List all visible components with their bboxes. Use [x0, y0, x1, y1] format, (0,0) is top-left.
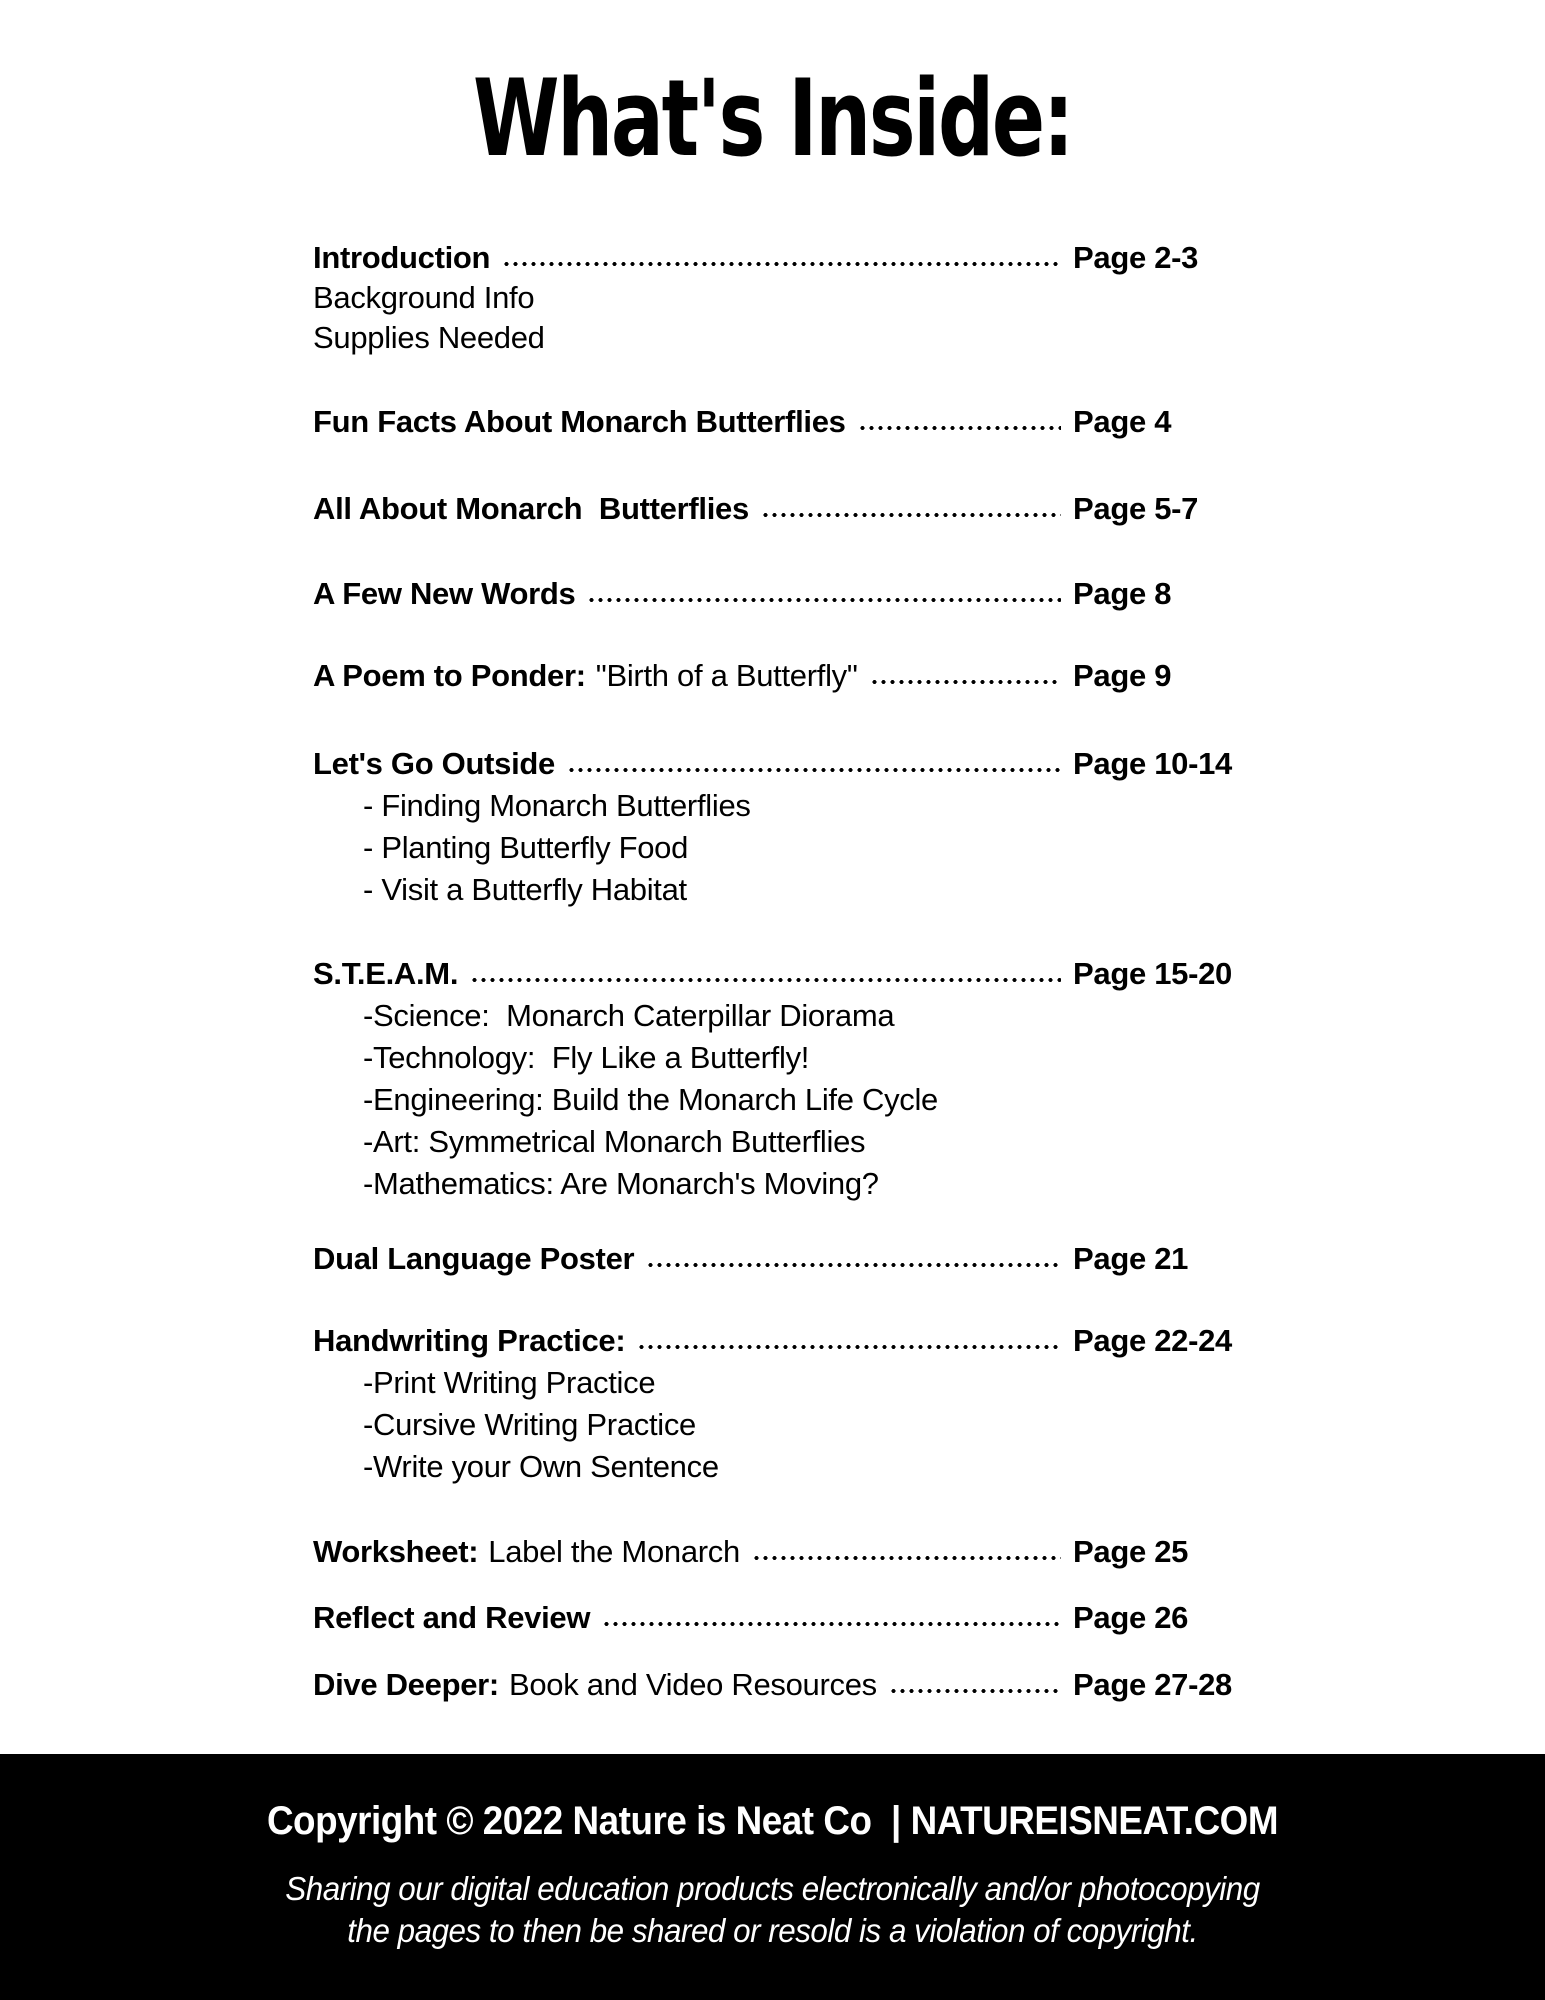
toc-subentry-finding-monarchs [313, 786, 1248, 826]
dotted-leader [646, 1239, 1061, 1279]
toc-entry-poem [313, 656, 1248, 696]
dotted-leader [761, 489, 1061, 529]
copyright-notice-line-2: the pages to then be shared or resold is a violation of copyright. [347, 1912, 1198, 1949]
toc-subentry-label: -Mathematics: Are Monarch's Moving? [363, 1166, 879, 1201]
toc-entry-subtitle: Book and Video Resources [508, 1667, 877, 1702]
toc-entry-title: A Poem to Ponder: [313, 658, 586, 693]
toc-subentry-label: -Cursive Writing Practice [363, 1407, 697, 1442]
toc-entry-steam [313, 954, 1248, 994]
toc-entry-title: A Few New Words [313, 576, 576, 611]
copyright-footer [0, 1754, 1545, 2000]
page-number: Page 8 [1073, 576, 1172, 611]
dotted-leader [637, 1321, 1061, 1361]
page-number: Page 21 [1073, 1241, 1189, 1276]
toc-entry-title: Let's Go Outside [313, 746, 555, 781]
dotted-leader [470, 954, 1061, 994]
copyright-notice [39, 1868, 1507, 1952]
toc-subentry-background-info [313, 278, 1248, 318]
toc-entry-subtitle: Label the Monarch [488, 1534, 740, 1569]
toc-entry-dual-language-poster [313, 1239, 1248, 1279]
toc-entry-title: Worksheet: [313, 1534, 479, 1569]
toc-entry-new-words [313, 574, 1248, 614]
dotted-leader [602, 1598, 1061, 1638]
toc-entry-lets-go-outside [313, 744, 1248, 784]
toc-subentry-own-sentence [313, 1447, 1248, 1487]
toc-entry-title: Fun Facts About Monarch Butterflies [313, 404, 846, 439]
page-number: Page 4 [1073, 404, 1172, 439]
toc-entry-title: Introduction [313, 240, 491, 275]
dotted-leader [567, 744, 1061, 784]
toc-entry-subtitle: "Birth of a Butterfly" [595, 658, 858, 693]
dotted-leader [889, 1665, 1061, 1705]
page-number: Page 5-7 [1073, 491, 1199, 526]
page-number: Page 26 [1073, 1600, 1189, 1635]
toc-subentry-label: -Write your Own Sentence [363, 1449, 719, 1484]
toc-subentry-supplies-needed [313, 318, 1248, 358]
dotted-leader [502, 238, 1061, 278]
toc-subentry-technology [313, 1038, 1248, 1078]
toc-entry-worksheet [313, 1532, 1248, 1572]
toc-subentry-art [313, 1122, 1248, 1162]
toc-subentry-planting-food [313, 828, 1248, 868]
page-number: Page 25 [1073, 1534, 1189, 1569]
toc-entry-reflect-review [313, 1598, 1248, 1638]
toc-subentry-science [313, 996, 1248, 1036]
toc-entry-all-about [313, 489, 1248, 529]
toc-subentry-label: Supplies Needed [313, 320, 545, 355]
toc-subentry-label: Background Info [313, 280, 535, 315]
toc-subentry-label: - Planting Butterfly Food [363, 830, 689, 865]
toc-subentry-label: -Science: Monarch Caterpillar Diorama [363, 998, 895, 1033]
page-number: Page 10-14 [1073, 746, 1232, 781]
page-number: Page 15-20 [1073, 956, 1232, 991]
toc-subentry-engineering [313, 1080, 1248, 1120]
toc-entry-title: Reflect and Review [313, 1600, 591, 1635]
page-number: Page 9 [1073, 658, 1172, 693]
toc-entry-title: All About Monarch Butterflies [313, 491, 749, 526]
toc-subentry-label: -Engineering: Build the Monarch Life Cycle [363, 1082, 938, 1117]
page-number: Page 22-24 [1073, 1323, 1232, 1358]
dotted-leader [870, 656, 1061, 696]
toc-entry-title: S.T.E.A.M. [313, 956, 459, 991]
toc-entry-introduction [313, 238, 1248, 278]
toc-entry-title: Dual Language Poster [313, 1241, 635, 1276]
toc-subentry-label: - Visit a Butterfly Habitat [363, 872, 687, 907]
table-of-contents [313, 238, 1248, 1705]
page-title: What's Inside: [472, 57, 1073, 180]
toc-subentry-print-writing [313, 1363, 1248, 1403]
toc-entry-dive-deeper [313, 1665, 1248, 1705]
toc-entry-title: Handwriting Practice: [313, 1323, 626, 1358]
copyright-text: Copyright © 2022 Nature is Neat Co | NATUREISNEAT.COM [266, 1799, 1279, 1843]
toc-subentry-label: -Print Writing Practice [363, 1365, 656, 1400]
toc-entry-title: Dive Deeper: [313, 1667, 499, 1702]
page-number: Page 27-28 [1073, 1667, 1232, 1702]
toc-subentry-mathematics [313, 1164, 1248, 1204]
dotted-leader [858, 402, 1061, 442]
toc-subentry-label: -Technology: Fly Like a Butterfly! [363, 1040, 810, 1075]
toc-entry-handwriting-practice [313, 1321, 1248, 1361]
dotted-leader [587, 574, 1061, 614]
toc-subentry-cursive-writing [313, 1405, 1248, 1445]
page-number: Page 2-3 [1073, 240, 1199, 275]
toc-subentry-visit-habitat [313, 870, 1248, 910]
toc-subentry-label: -Art: Symmetrical Monarch Butterflies [363, 1124, 866, 1159]
toc-subentry-label: - Finding Monarch Butterflies [363, 788, 751, 823]
dotted-leader [752, 1532, 1061, 1572]
toc-entry-fun-facts [313, 402, 1248, 442]
copyright-notice-line-1: Sharing our digital education products electronically and/or photocopying [285, 1870, 1260, 1907]
